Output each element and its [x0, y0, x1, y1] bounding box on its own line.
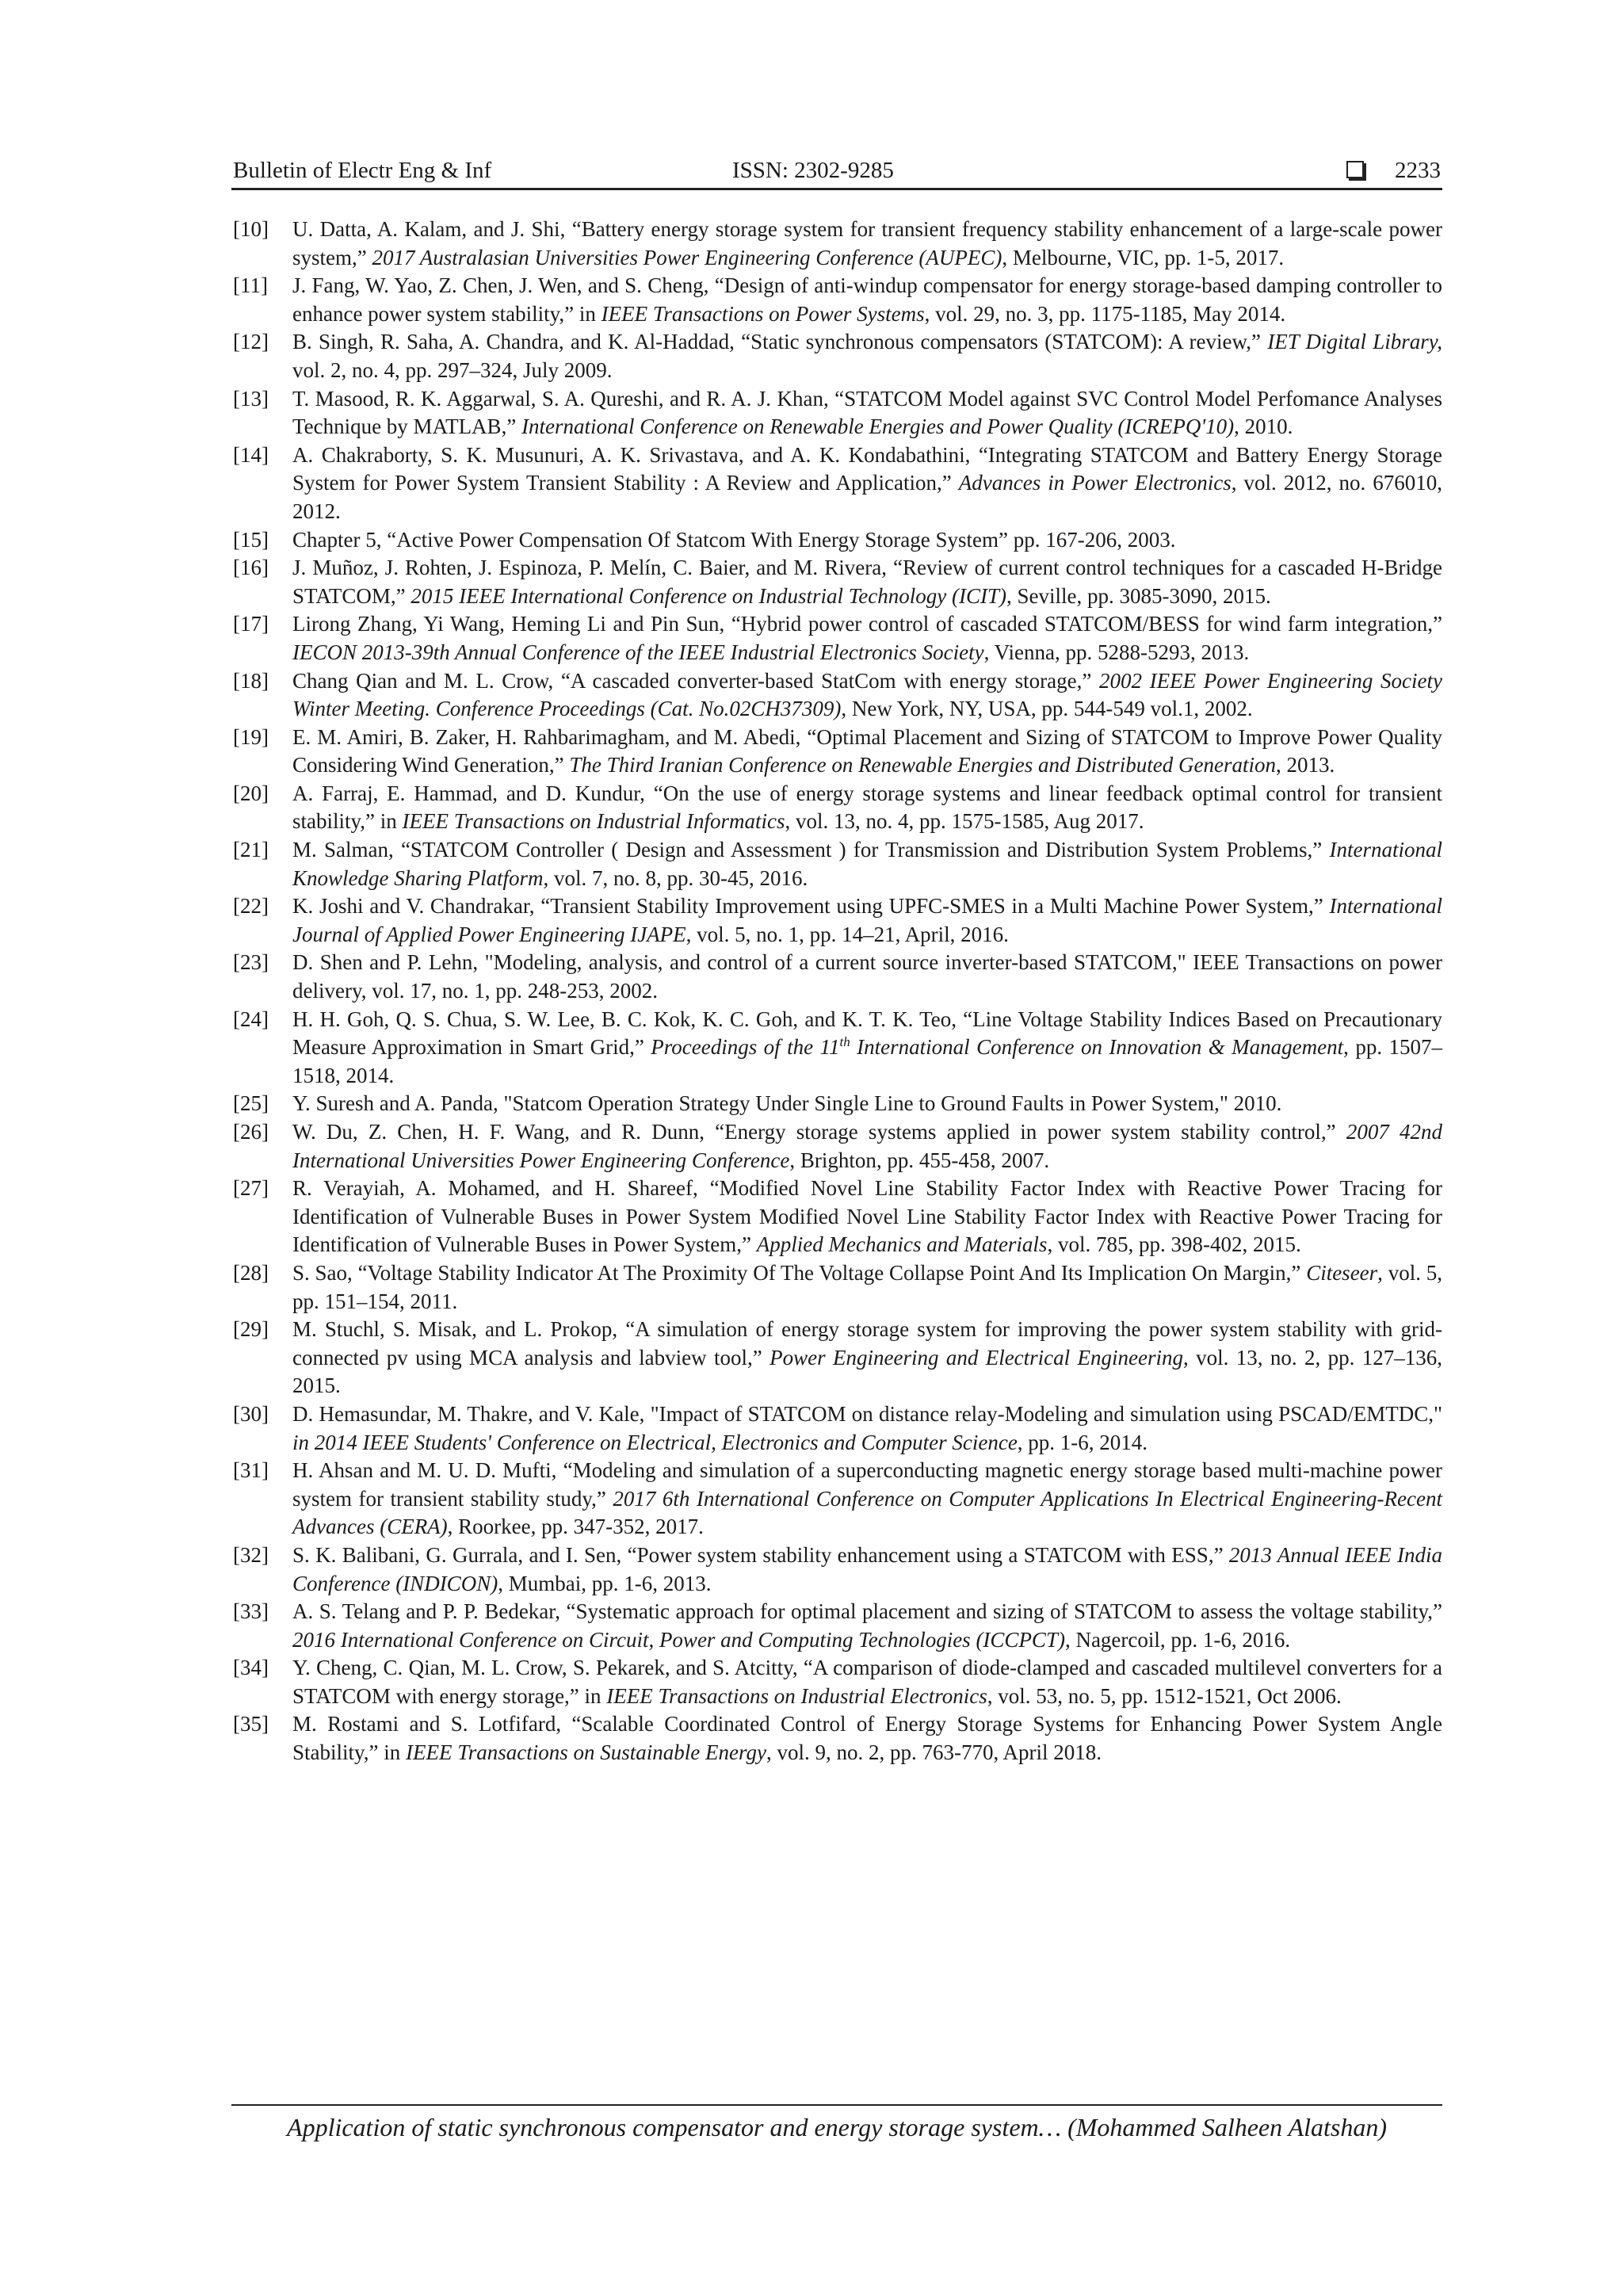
reference-authors-title: R. Verayiah, A. Mohamed, and H. Shareef, “Modified Novel Line Stability Factor Index with Reactive Power Tracing for Identification of Vulnerable Buses in Power System Modified Novel Line Stability Factor Index with Reactive Power Tracing for Identification of Vulnerable Buses in Power System,” — [292, 1176, 1442, 1257]
reference-authors-title: Y. Suresh and A. Panda, "Statcom Operation Strategy Under Single Line to Ground Faults in Power System," 2010. — [292, 1091, 1282, 1116]
reference-details: , Seville, pp. 3085-3090, 2015. — [1006, 583, 1271, 608]
reference-list — [231, 216, 1442, 1767]
reference-number: [28] — [233, 1260, 269, 1285]
reference-venue: 2002 IEEE Power Engineering Society Winter Meeting. Conference Proceedings (Cat. No.02CH37309) — [292, 668, 1442, 721]
reference-number: [20] — [233, 781, 269, 805]
reference-venue: The Third Iranian Conference on Renewable Energies and Distributed Generation — [569, 753, 1276, 777]
reference-item — [231, 892, 1442, 949]
reference-authors-title: S. Sao, “Voltage Stability Indicator At The Proximity Of The Voltage Collapse Point And Its Implication On Margin,” — [292, 1260, 1307, 1285]
reference-item — [231, 949, 1442, 1005]
reference-authors-title: B. Singh, R. Saha, A. Chandra, and K. Al-Haddad, “Static synchronous compensators (STATCOM): A review,” — [292, 330, 1268, 354]
reference-venue: 2017 6th International Conference on Computer Applications In Electrical Engineering-Recent Advances (CERA) — [292, 1486, 1442, 1539]
reference-authors-title: Chapter 5, “Active Power Compensation Of Statcom With Energy Storage System” pp. 167-206, 2003. — [292, 527, 1176, 552]
reference-number: [17] — [233, 612, 269, 636]
reference-text — [292, 612, 1442, 664]
reference-venue: IET Digital Library, — [1267, 330, 1443, 354]
reference-text — [292, 1261, 1442, 1313]
reference-text — [292, 1599, 1442, 1652]
reference-item — [231, 1175, 1442, 1259]
reference-authors-title: Lirong Zhang, Yi Wang, Heming Li and Pin Sun, “Hybrid power control of cascaded STATCOM/BESS for wind farm integration,” — [292, 612, 1442, 636]
reference-venue: Advances in Power Electronics — [958, 471, 1232, 495]
reference-details: , Vienna, pp. 5288-5293, 2013. — [983, 640, 1250, 664]
page-header — [231, 153, 1442, 190]
reference-authors-title: Chang Qian and M. L. Crow, “A cascaded converter-based StatCom with energy storage,” — [292, 668, 1099, 693]
reference-details: , vol. 2012, no. 676010, 2012. — [292, 471, 1442, 523]
reference-item — [231, 272, 1442, 328]
reference-authors-title: D. Shen and P. Lehn, "Modeling, analysis, and control of a current source inverter-based STATCOM," IEEE Transactions on power delivery, vol. 17, no. 1, pp. 248-253, 2002. — [292, 950, 1442, 1003]
reference-details: , 2010. — [1234, 415, 1293, 439]
reference-number: [13] — [233, 386, 269, 411]
reference-text — [292, 443, 1442, 523]
reference-text — [292, 1402, 1442, 1454]
reference-item — [231, 610, 1442, 667]
journal-name: Bulletin of Electr Eng & Inf — [233, 158, 492, 183]
reference-text — [292, 1317, 1442, 1397]
reference-venue: IEEE Transactions on Sustainable Energy — [406, 1740, 766, 1765]
reference-authors-title: U. Datta, A. Kalam, and J. Shi, “Battery energy storage system for transient frequency stability enhancement of a large-scale power system,” — [292, 217, 1442, 269]
reference-venue: 2016 International Conference on Circuit, Power and Computing Technologies (ICCPCT) — [292, 1627, 1065, 1652]
reference-text — [292, 387, 1442, 439]
reference-text — [292, 838, 1442, 890]
reference-venue: IEEE Transactions on Industrial Electronics — [606, 1683, 987, 1708]
reference-details: vol. 2, no. 4, pp. 297–324, July 2009. — [292, 357, 613, 382]
reference-authors-title: S. K. Balibani, G. Gurrala, and I. Sen, “Power system stability enhancement using a STATCOM with ESS,” — [292, 1542, 1229, 1567]
reference-text — [292, 1543, 1442, 1595]
reference-text — [292, 1656, 1442, 1708]
reference-item — [231, 1259, 1442, 1316]
reference-details: , Mumbai, pp. 1-6, 2013. — [498, 1571, 712, 1595]
reference-item — [231, 724, 1442, 780]
reference-item — [231, 667, 1442, 724]
reference-number: [26] — [233, 1120, 269, 1144]
reference-details: , Melbourne, VIC, pp. 1-5, 2017. — [1002, 245, 1285, 269]
reference-item — [231, 1118, 1442, 1175]
reference-number: [14] — [233, 442, 269, 467]
reference-number: [25] — [233, 1091, 269, 1116]
reference-text — [292, 1176, 1442, 1256]
reference-venue: 2015 IEEE International Conference on Industrial Technology (ICIT) — [411, 583, 1006, 608]
reference-item — [231, 385, 1442, 441]
reference-item — [231, 1457, 1442, 1541]
reference-item — [231, 554, 1442, 610]
reference-text — [292, 330, 1442, 382]
reference-number: [31] — [233, 1458, 269, 1483]
reference-details: , vol. 53, no. 5, pp. 1512-1521, Oct 2006. — [987, 1683, 1342, 1708]
reference-details: , New York, NY, USA, pp. 544-549 vol.1, 2002. — [841, 697, 1253, 721]
reference-details: , pp. 1-6, 2014. — [1017, 1430, 1148, 1454]
reference-item — [231, 1541, 1442, 1598]
reference-number: [29] — [233, 1317, 269, 1342]
reference-venue: IEEE Transactions on Industrial Informatics — [402, 809, 785, 834]
reference-item — [231, 1400, 1442, 1457]
reference-number: [21] — [233, 838, 269, 862]
reference-venue: Proceedings of the 11 — [651, 1035, 840, 1060]
reference-text — [292, 273, 1442, 326]
reference-number: [27] — [233, 1176, 269, 1201]
reference-details: , vol. 5, pp. 151–154, 2011. — [292, 1260, 1442, 1313]
reference-item — [231, 1316, 1442, 1400]
reference-details: , 2013. — [1275, 753, 1335, 777]
reference-venue: 2007 42nd International Universities Power Engineering Conference — [292, 1120, 1443, 1172]
reference-item — [231, 1654, 1442, 1710]
reference-authors-title: D. Hemasundar, M. Thakre, and V. Kale, "Impact of STATCOM on distance relay-Modeling and simulation using PSCAD/EMTDC," — [292, 1401, 1442, 1426]
reference-details: , vol. 13, no. 4, pp. 1575-1585, Aug 2017. — [785, 809, 1144, 834]
reference-authors-title: M. Salman, “STATCOM Controller ( Design and Assessment ) for Transmission and Distribution System Problems,” — [292, 838, 1330, 862]
reference-details: , Nagercoil, pp. 1-6, 2016. — [1064, 1627, 1291, 1652]
reference-details: , Brighton, pp. 455-458, 2007. — [789, 1148, 1050, 1172]
reference-authors-title: Y. Cheng, C. Qian, M. L. Crow, S. Pekarek, and S. Atcitty, “A comparison of diode-clamped and cascaded multilevel converters for a STATCOM with energy storage,” in — [292, 1656, 1442, 1708]
reference-details: , vol. 5, no. 1, pp. 14–21, April, 2016. — [685, 922, 1009, 946]
page-box-icon — [1346, 161, 1364, 178]
reference-number: [33] — [233, 1599, 269, 1624]
reference-authors-title: E. M. Amiri, B. Zaker, H. Rahbarimagham, and M. Abedi, “Optimal Placement and Sizing of STATCOM to Improve Power Quality Considering Wind Generation,” — [292, 724, 1442, 777]
reference-item — [231, 1598, 1442, 1654]
reference-authors-title: W. Du, Z. Chen, H. F. Wang, and R. Dunn, “Energy storage systems applied in power system stability control,” — [292, 1120, 1346, 1144]
reference-details: , vol. 9, no. 2, pp. 763-770, April 2018. — [766, 1740, 1102, 1765]
reference-item — [231, 526, 1442, 555]
reference-superscript — [840, 1034, 850, 1049]
reference-venue: International Knowledge Sharing Platform — [292, 838, 1442, 890]
reference-venue: Applied Mechanics and Materials — [756, 1232, 1048, 1257]
reference-text — [292, 556, 1442, 608]
reference-number: [22] — [233, 894, 269, 919]
reference-details: , vol. 13, no. 2, pp. 127–136, 2015. — [292, 1345, 1442, 1398]
reference-text — [292, 1007, 1442, 1087]
reference-text — [292, 950, 1442, 1003]
reference-text — [292, 217, 1442, 269]
reference-superscript-text: th — [839, 1034, 850, 1050]
reference-number: [19] — [233, 724, 269, 749]
reference-venue: Citeseer — [1306, 1260, 1378, 1285]
reference-number: [32] — [233, 1542, 269, 1567]
reference-item — [231, 328, 1442, 384]
reference-authors-title: M. Stuchl, S. Misak, and L. Prokop, “A simulation of energy storage system for improving the power system stability with grid-connected pv using MCA analysis and labview tool,” — [292, 1317, 1442, 1370]
reference-venue: Power Engineering and Electrical Engineering — [769, 1345, 1183, 1370]
issn-number: ISSN: 2302-9285 — [732, 158, 894, 183]
reference-item — [231, 836, 1442, 892]
reference-authors-title: J. Fang, W. Yao, Z. Chen, J. Wen, and S. Cheng, “Design of anti-windup compensator for energy storage-based damping controller to enhance power system stability,” in — [292, 273, 1442, 326]
reference-number: [12] — [233, 330, 269, 354]
reference-details: , vol. 7, no. 8, pp. 30-45, 2016. — [543, 865, 808, 890]
reference-venue: IEEE Transactions on Power Systems — [601, 301, 925, 326]
reference-number: [23] — [233, 950, 269, 975]
reference-number: [24] — [233, 1007, 269, 1031]
reference-number: [34] — [233, 1656, 269, 1680]
footer-rule — [231, 2104, 1442, 2106]
reference-venue: International Journal of Applied Power Engineering IJAPE — [292, 894, 1442, 946]
reference-venue-cont: International Conference on Innovation & Management — [850, 1035, 1344, 1060]
reference-number: [30] — [233, 1401, 269, 1426]
reference-details: , vol. 29, no. 3, pp. 1175-1185, May 2014. — [924, 301, 1286, 326]
reference-item — [231, 216, 1442, 272]
reference-venue: IECON 2013-39th Annual Conference of the IEEE Industrial Electronics Society — [292, 640, 984, 664]
reference-authors-title: A. S. Telang and P. P. Bedekar, “Systematic approach for optimal placement and sizing of STATCOM to assess the voltage stability,” — [292, 1599, 1442, 1624]
reference-venue: in 2014 IEEE Students' Conference on Electrical, Electronics and Computer Science — [292, 1430, 1018, 1454]
reference-item — [231, 1710, 1442, 1767]
reference-item — [231, 1006, 1442, 1091]
reference-number: [15] — [233, 527, 269, 552]
reference-item — [231, 780, 1442, 836]
reference-item — [231, 441, 1442, 526]
reference-text — [292, 1458, 1442, 1538]
reference-text — [292, 1120, 1442, 1172]
reference-authors-title: H. H. Goh, Q. S. Chua, S. W. Lee, B. C. Kok, K. C. Goh, and K. T. K. Teo, “Line Voltage Stability Indices Based on Precautionary Measure Approximation in Smart Grid,” — [292, 1007, 1442, 1060]
reference-text — [292, 781, 1442, 834]
reference-number: [35] — [233, 1712, 269, 1736]
reference-authors-title: A. Farraj, E. Hammad, and D. Kundur, “On the use of energy storage systems and linear feedback optimal control for transient stability,” in — [292, 781, 1442, 834]
reference-authors-title: A. Chakraborty, S. K. Musunuri, A. K. Srivastava, and A. K. Kondabathini, “Integrating STATCOM and Battery Energy Storage System for Power System Transient Stability : A Review and Application,” — [292, 442, 1442, 495]
page-footer: Application of static synchronous compensator and energy storage system… (Mohammed Salheen Alatshan) — [287, 2113, 1387, 2141]
reference-text — [292, 528, 1176, 552]
reference-text — [292, 1712, 1442, 1764]
reference-venue: International Conference on Renewable Energies and Power Quality (ICREPQ'10) — [521, 415, 1235, 439]
reference-text — [292, 1091, 1281, 1115]
reference-item — [231, 1090, 1442, 1118]
reference-authors-title: T. Masood, R. K. Aggarwal, S. A. Qureshi, and R. A. J. Khan, “STATCOM Model against SVC Control Model Perfomance Analyses Technique by MATLAB,” — [292, 386, 1442, 439]
reference-venue: 2017 Australasian Universities Power Engineering Conference (AUPEC) — [372, 245, 1002, 269]
reference-text — [292, 894, 1442, 946]
reference-authors-title: M. Rostami and S. Lotfifard, “Scalable Coordinated Control of Energy Storage Systems for Enhancing Power System Angle Stability,” in — [292, 1712, 1442, 1765]
reference-text — [292, 669, 1442, 721]
reference-number: [16] — [233, 556, 269, 580]
reference-details: , Roorkee, pp. 347-352, 2017. — [447, 1515, 704, 1539]
reference-authors-title: J. Muñoz, J. Rohten, J. Espinoza, P. Melín, C. Baier, and M. Rivera, “Review of current control techniques for a cascaded H-Bridge STATCOM,” — [292, 556, 1442, 608]
reference-number: [18] — [233, 668, 269, 693]
reference-venue: 2013 Annual IEEE India Conference (INDICON) — [292, 1542, 1442, 1595]
reference-number: [10] — [233, 217, 269, 241]
reference-details: , vol. 785, pp. 398-402, 2015. — [1047, 1232, 1301, 1257]
reference-details: , pp. 1507–1518, 2014. — [292, 1035, 1442, 1087]
page-number: 2233 — [1395, 158, 1441, 183]
reference-authors-title: K. Joshi and V. Chandrakar, “Transient Stability Improvement using UPFC-SMES in a Multi Machine Power System,” — [292, 894, 1330, 919]
reference-text — [292, 725, 1442, 777]
reference-authors-title: H. Ahsan and M. U. D. Mufti, “Modeling and simulation of a superconducting magnetic energy storage based multi-machine power system for transient stability study,” — [292, 1458, 1442, 1511]
reference-number: [11] — [233, 273, 268, 298]
